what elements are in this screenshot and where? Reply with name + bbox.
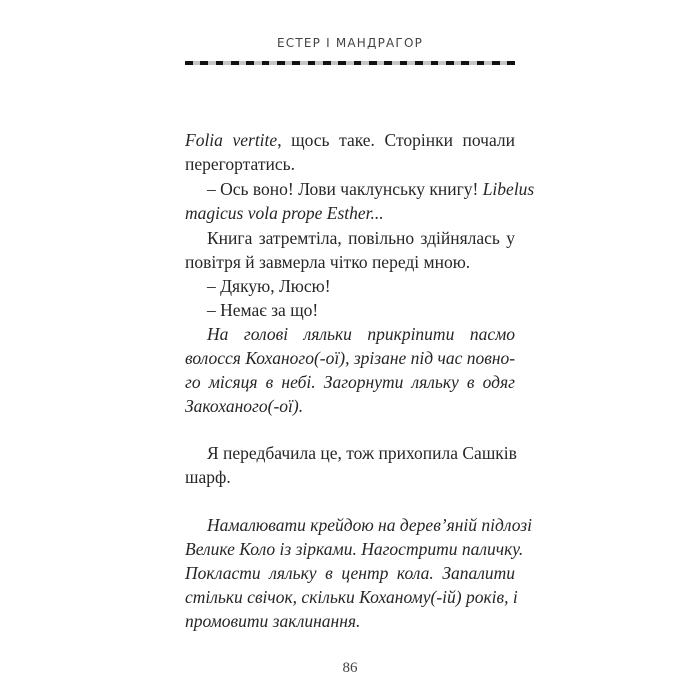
latin-phrase: Folia vertite <box>185 130 278 150</box>
text-line: – Дякую, Люсю! <box>207 276 331 296</box>
text-line <box>185 177 535 201</box>
text-line: Я передбачила це, тож прихопила Сашків <box>207 443 517 463</box>
text-line: Книга затремтіла, повільно здійнялась у <box>207 228 515 248</box>
text-line: шарф. <box>185 467 231 487</box>
decorative-dashed-rule <box>185 61 515 65</box>
text-line: Покласти ляльку в центр кола. Запалити <box>185 563 515 583</box>
line-text: , щось таке. Сторінки почали <box>277 130 515 150</box>
text-line: го місяця в небі. Загорнути ляльку в одяг <box>185 372 515 392</box>
text-line: Намалювати крейдою на дерев’яній підлозі <box>207 515 532 535</box>
text-line: magicus vola prope Esther... <box>185 203 384 223</box>
running-header: ЕСТЕР І МАНДРАГОР <box>276 36 424 50</box>
text-line: повітря й завмерла чітко переді мною. <box>185 252 471 272</box>
line-text: – Ось воно! Лови чаклунську книгу! <box>207 179 483 199</box>
page-number: 86 <box>342 660 358 676</box>
text-line: стільки свічок, скільки Коханому(-ій) років, і <box>185 587 518 607</box>
text-line: На голові ляльки прикріпити пасмо <box>207 324 515 344</box>
text-line: перегортатись. <box>185 154 295 174</box>
text-line <box>185 128 515 152</box>
text-line: промовити заклинання. <box>185 611 361 631</box>
latin-phrase: Libelus <box>482 179 535 199</box>
text-line: Закоханого(-ої). <box>185 396 304 416</box>
text-line: Велике Коло із зірками. Нагострити паличку. <box>185 539 524 559</box>
text-line: – Немає за що! <box>207 300 319 320</box>
text-line: волосся Коханого(-ої), зрізане під час повно- <box>185 348 516 368</box>
